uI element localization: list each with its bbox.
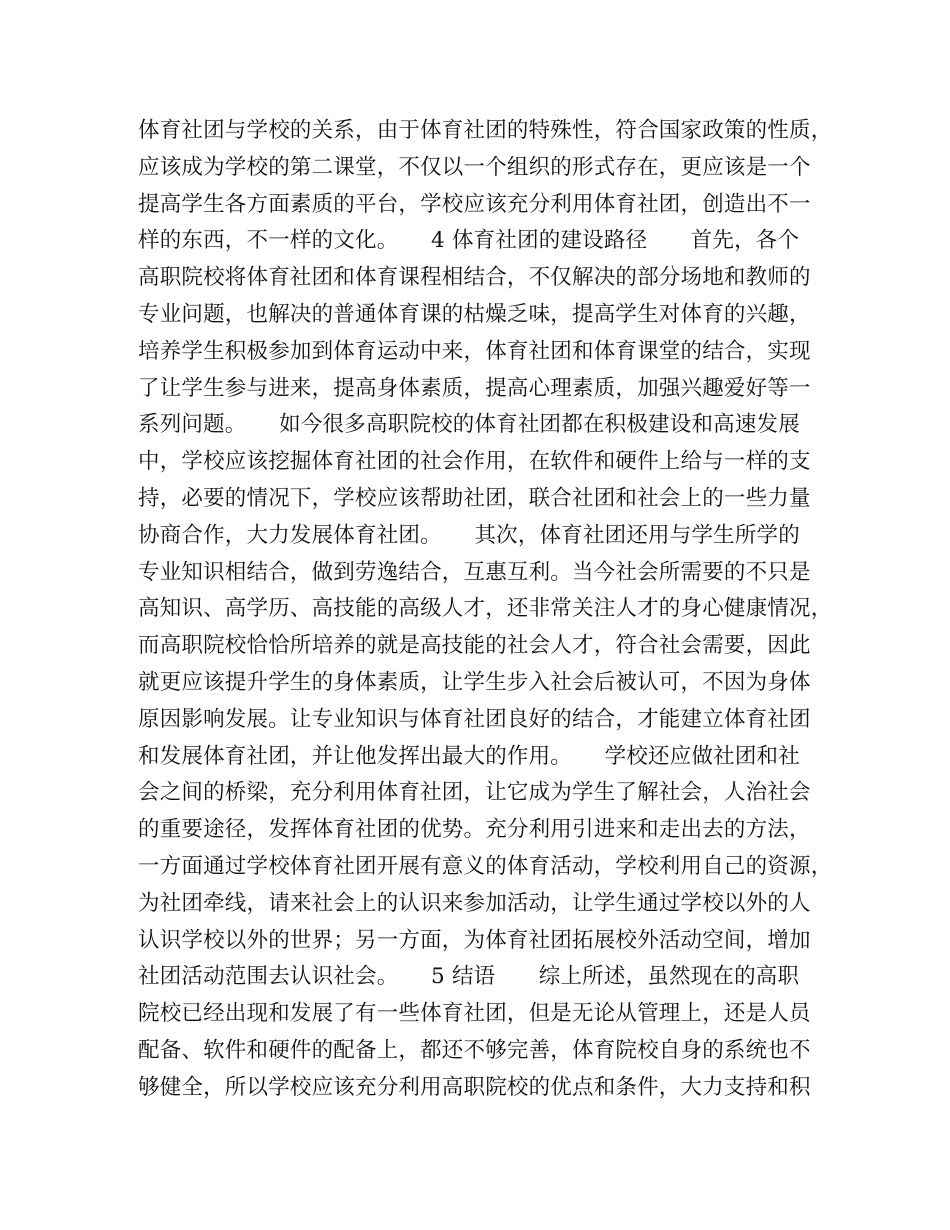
text-line: 协商合作，大力发展体育社团。 其次，体育社团还用与学生所学的 xyxy=(138,522,800,548)
text-line: 系列问题。 如今很多高职院校的体育社团都在积极建设和高速发展 xyxy=(138,412,800,438)
text-line: 专业知识相结合，做到劳逸结合，互惠互利。当今社会所需要的不只是 xyxy=(138,559,811,585)
text-line: 了让学生参与进来，提高身体素质，提高心理素质，加强兴趣爱好等一 xyxy=(138,375,811,401)
text-line: 认识学校以外的世界；另一方面，为体育社团拓展校外活动空间，增加 xyxy=(138,927,811,953)
text-line: 而高职院校恰恰所培养的就是高技能的社会人才，符合社会需要，因此 xyxy=(138,633,811,659)
text-line: 会之间的桥梁，充分利用体育社团，让它成为学生了解社会，人治社会 xyxy=(138,780,811,806)
body-text xyxy=(138,113,833,1107)
text-line: 提高学生各方面素质的平台，学校应该充分利用体育社团，创造出不一 xyxy=(138,191,811,217)
text-line: 样的东西，不一样的文化。 4 体育社团的建设路径 首先，各个 xyxy=(138,228,800,254)
text-line: 一方面通过学校体育社团开展有意义的体育活动，学校利用自己的资源， xyxy=(138,853,833,879)
text-line: 高职院校将体育社团和体育课程相结合，不仅解决的部分场地和教师的 xyxy=(138,265,811,291)
text-line: 就更应该提升学生的身体素质，让学生步入社会后被认可，不因为身体 xyxy=(138,669,811,695)
text-line: 培养学生积极参加到体育运动中来，体育社团和体育课堂的结合，实现 xyxy=(138,338,811,364)
text-line: 专业问题，也解决的普通体育课的枯燥乏味，提高学生对体育的兴趣， xyxy=(138,301,811,327)
text-line: 中，学校应该挖掘体育社团的社会作用，在软件和硬件上给与一样的支 xyxy=(138,449,811,475)
text-line: 为社团牵线，请来社会上的认识来参加活动，让学生通过学校以外的人 xyxy=(138,890,811,916)
text-line: 院校已经出现和发展了有一些体育社团，但是无论从管理上，还是人员 xyxy=(138,1001,811,1027)
text-line: 的重要途径，发挥体育社团的优势。充分利用引进来和走出去的方法， xyxy=(138,817,811,843)
text-line: 社团活动范围去认识社会。 5 结语 综上所述，虽然现在的高职 xyxy=(138,964,800,990)
text-line: 原因影响发展。让专业知识与体育社团良好的结合，才能建立体育社团 xyxy=(138,706,811,732)
text-line: 高知识、高学历、高技能的高级人才，还非常关注人才的身心健康情况， xyxy=(138,596,833,622)
text-line: 应该成为学校的第二课堂，不仅以一个组织的形式存在，更应该是一个 xyxy=(138,154,811,180)
text-line: 配备、软件和硬件的配备上，都还不够完善，体育院校自身的系统也不 xyxy=(138,1037,811,1063)
text-line: 持，必要的情况下，学校应该帮助社团，联合社团和社会上的一些力量 xyxy=(138,485,811,511)
text-line: 够健全，所以学校应该充分利用高职院校的优点和条件，大力支持和积 xyxy=(138,1074,811,1100)
text-line: 体育社团与学校的关系，由于体育社团的特殊性，符合国家政策的性质， xyxy=(138,118,833,143)
text-line: 和发展体育社团，并让他发挥出最大的作用。 学校还应做社团和社 xyxy=(138,743,800,769)
